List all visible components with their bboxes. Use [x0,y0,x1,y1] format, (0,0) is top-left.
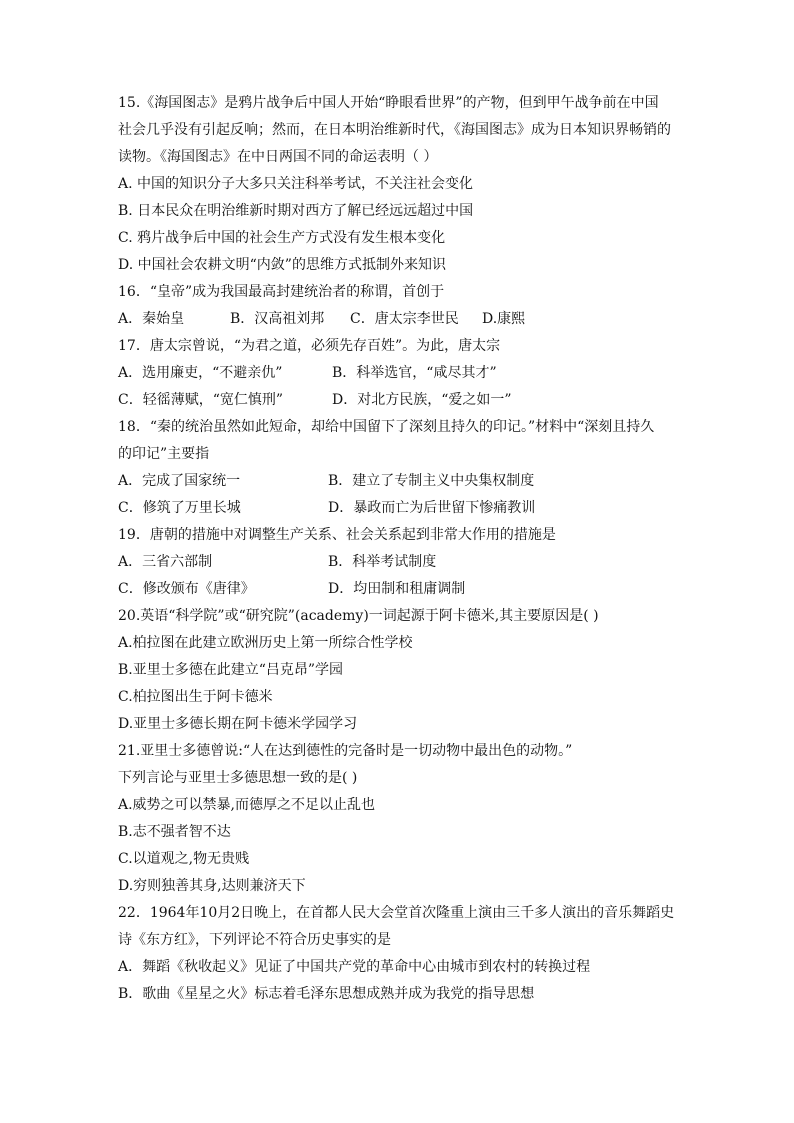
option-c: C.柏拉图出生于阿卡德米 [118,689,273,705]
option-a: A.柏拉图在此建立欧洲历史上第一所综合性学校 [118,635,413,651]
question-stem: 16．“皇帝”成为我国最高封建统治者的称谓，首创于 [118,284,445,300]
question-stem: 21.亚里士多德曾说:“人在达到德性的完备时是一切动物中最出色的动物。” [118,743,573,759]
question-20 [118,603,688,738]
question-stem: 社会几乎没有引起反响；然而，在日本明治维新时代，《海国图志》成为日本知识界畅销的 [118,122,671,138]
options-row [118,495,688,522]
options-row [118,306,688,333]
option-b: B．汉高祖刘邦 [230,311,325,327]
option-a: A．三省六部制 [118,554,213,570]
option-c: C.以道观之,物无贵贱 [118,851,250,867]
question-stem: 20.英语“科学院”或“研究院”(academy)一词起源于阿卡德米,其主要原因是( ) [118,608,599,624]
option-c: C．修筑了万里长城 [118,500,241,516]
question-stem: 读物。《海国图志》在中日两国不同的命运表明（ ） [118,149,438,165]
question-17 [118,333,688,414]
option-d: D.康熙 [482,311,526,327]
question-16 [118,279,688,333]
option-c: C．唐太宗李世民 [350,311,459,327]
option-a: A．秦始皇 [118,311,185,327]
question-stem: 下列言论与亚里士多德思想一致的是( ) [118,770,358,786]
option-a: A．完成了国家统一 [118,473,241,489]
option-c: C．轻徭薄赋，“宽仁慎刑” [118,392,284,408]
options-row [118,468,688,495]
option-d: D．对北方民族，“爱之如一” [332,392,512,408]
option-b: B．建立了专制主义中央集权制度 [328,473,535,489]
question-15 [118,90,688,279]
option-a: A.威势之可以禁暴,而德厚之不足以止乱也 [118,797,376,813]
question-stem: 诗《东方红》，下列评论不符合历史事实的是 [118,932,391,948]
option-b: B．科举考试制度 [328,554,437,570]
option-d: D．均田制和租庸调制 [328,581,466,597]
question-stem: 22．1964年10月2日晚上，在首都人民大会堂首次隆重上演由三千多人演出的音乐舞蹈史 [118,905,675,921]
options-row [118,576,688,603]
question-18 [118,414,688,522]
question-stem: 19．唐朝的措施中对调整生产关系、社会关系起到非常大作用的措施是 [118,527,556,543]
question-22 [118,900,688,1008]
options-row [118,549,688,576]
exam-page [118,90,688,1008]
option-b: B.亚里士多德在此建立“吕克昂”学园 [118,662,344,678]
option-d: D.亚里士多德长期在阿卡德米学园学习 [118,716,358,732]
question-stem: 18．“秦的统治虽然如此短命，却给中国留下了深刻且持久的印记。”材料中“深刻且持久 [118,419,655,435]
question-19 [118,522,688,603]
option-d: D.穷则独善其身,达则兼济天下 [118,878,306,894]
options-row [118,360,688,387]
option-a: A．选用廉吏，“不避亲仇” [118,365,283,381]
option-b: B．科举选官，“咸尽其才” [332,365,497,381]
option-b: B．歌曲《星星之火》标志着毛泽东思想成熟并成为我党的指导思想 [118,986,535,1002]
option-d: D．暴政而亡为后世留下惨痛教训 [328,500,536,516]
option-d: D. 中国社会农耕文明“内敛”的思维方式抵制外来知识 [118,257,446,273]
options-row [118,387,688,414]
option-b: B.志不强者智不达 [118,824,231,840]
option-c: C. 鸦片战争后中国的社会生产方式没有发生根本变化 [118,230,446,246]
question-stem: 17．唐太宗曾说，“为君之道，必须先存百姓”。为此，唐太宗 [118,338,501,354]
question-stem: 的印记”主要指 [118,446,210,462]
option-a: A. 中国的知识分子大多只关注科举考试，不关注社会变化 [118,176,474,192]
question-21 [118,738,688,900]
option-c: C．修改颁布《唐律》 [118,581,255,597]
question-stem: 15.《海国图志》是鸦片战争后中国人开始“睁眼看世界”的产物，但到甲午战争前在中国 [118,95,659,111]
option-b: B. 日本民众在明治维新时期对西方了解已经远远超过中国 [118,203,474,219]
option-a: A．舞蹈《秋收起义》见证了中国共产党的革命中心由城市到农村的转换过程 [118,959,591,975]
